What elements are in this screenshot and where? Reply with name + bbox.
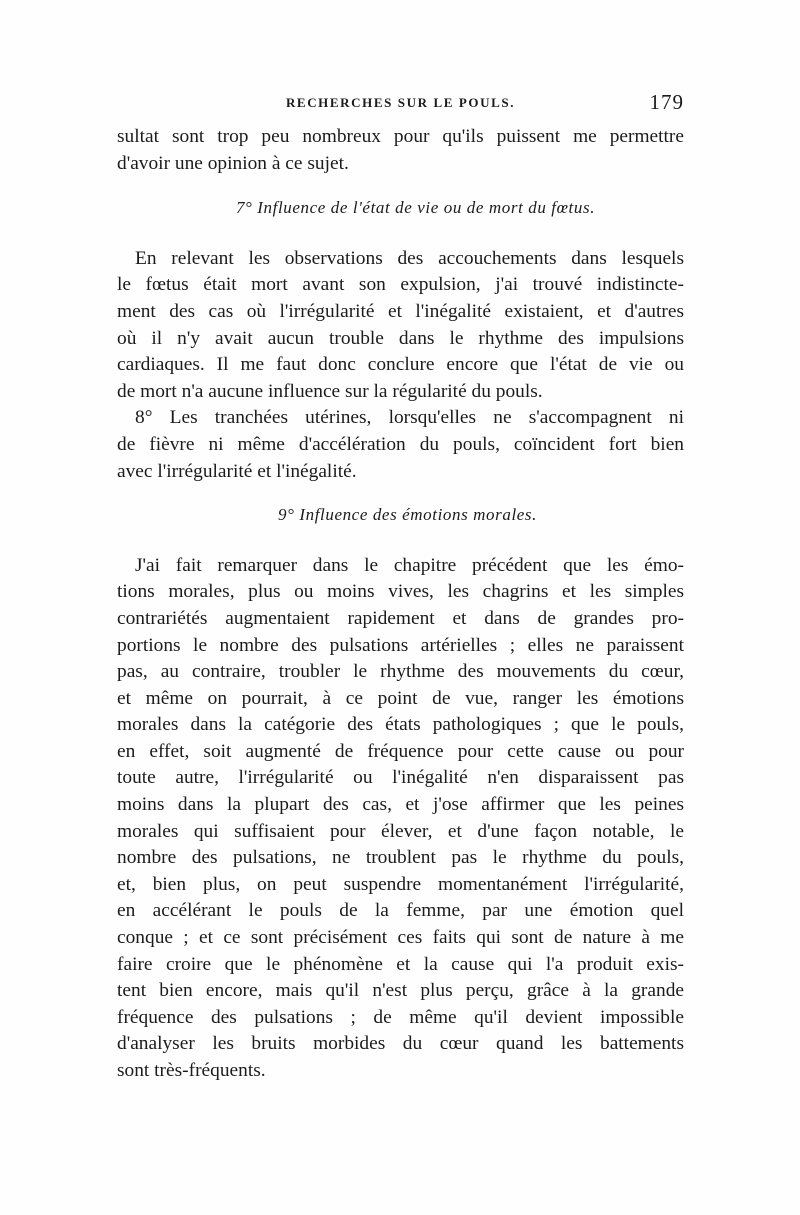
- text-line: portions le nombre des pulsations artérielles ; elles ne paraissent: [117, 634, 684, 656]
- paragraph-continuation: [117, 124, 684, 177]
- text-line: ment des cas où l'irrégularité et l'inégalité existaient, et d'autres: [117, 300, 684, 322]
- text-line: sont très-fréquents.: [117, 1060, 266, 1081]
- page-number: 179: [649, 90, 684, 114]
- text-line: le fœtus était mort avant son expulsion, j'ai trouvé indistincte-: [117, 274, 684, 296]
- text-line: contrariétés augmentaient rapidement et dans de grandes pro-: [117, 607, 684, 629]
- running-title: RECHERCHES SUR LE POULS.: [285, 95, 516, 110]
- text-line: avec l'irrégularité et l'inégalité.: [117, 460, 357, 482]
- text-line: J'ai fait remarquer dans le chapitre précédent que les émo-: [135, 554, 684, 576]
- text-line: fréquence des pulsations ; de même qu'il devient impossible: [117, 1006, 684, 1028]
- text-line: de fièvre ni même d'accélération du pouls, coïncident fort bien: [117, 433, 684, 455]
- text-line: nombre des pulsations, ne troublent pas le rhythme du pouls,: [117, 847, 684, 869]
- text-line: de mort n'a aucune influence sur la régularité du pouls.: [117, 380, 543, 402]
- text-line: tent bien encore, mais qu'il n'est plus perçu, grâce à la grande: [117, 980, 684, 1002]
- text-line: 8° Les tranchées utérines, lorsqu'elles ne s'accompagnent ni: [135, 407, 684, 429]
- text-line: en effet, soit augmenté de fréquence pour cette cause ou pour: [117, 740, 684, 762]
- paragraph-emotions: [117, 553, 684, 1085]
- text-line: où il n'y avait aucun trouble dans le rhythme des impulsions: [117, 327, 684, 349]
- section-heading-9: 9° Influence des émotions morales.: [277, 505, 537, 525]
- text-line: d'avoir une opinion à ce sujet.: [117, 152, 349, 174]
- text-line: cardiaques. Il me faut donc conclure encore que l'état de vie ou: [117, 354, 684, 376]
- text-line: d'analyser les bruits morbides du cœur quand les battements: [117, 1033, 684, 1055]
- running-head: [117, 92, 684, 116]
- text-line: morales qui suffisaient pour élever, et d'une façon notable, le: [117, 820, 684, 842]
- text-line: sultat sont trop peu nombreux pour qu'ils puissent me permettre: [117, 126, 684, 147]
- text-line: En relevant les observations des accouchements dans lesquels: [135, 247, 684, 269]
- text-line: tions morales, plus ou moins vives, les chagrins et les simples: [117, 581, 684, 603]
- text-line: pas, au contraire, troubler le rhythme des mouvements du cœur,: [117, 661, 684, 683]
- body-text: [117, 124, 684, 1085]
- paragraph-tranchees: [117, 405, 684, 485]
- text-line: faire croire que le phénomène et la cause qui l'a produit exis-: [117, 953, 684, 975]
- text-line: moins dans la plupart des cas, et j'ose affirmer que les peines: [117, 794, 684, 816]
- text-line: et même on pourrait, à ce point de vue, ranger les émotions: [117, 687, 684, 709]
- text-line: morales dans la catégorie des états pathologiques ; que le pouls,: [117, 714, 684, 736]
- section-heading-7: 7° Influence de l'état de vie ou de mort du fœtus.: [235, 198, 596, 218]
- text-line: conque ; et ce sont précisément ces faits qui sont de nature à me: [117, 927, 684, 949]
- paragraph-fetus: [117, 246, 684, 406]
- text-line: toute autre, l'irrégularité ou l'inégalité n'en disparaissent pas: [117, 767, 684, 789]
- text-line: et, bien plus, on peut suspendre momentanément l'irrégularité,: [117, 873, 684, 895]
- text-line: en accélérant le pouls de la femme, par une émotion quel: [117, 900, 684, 922]
